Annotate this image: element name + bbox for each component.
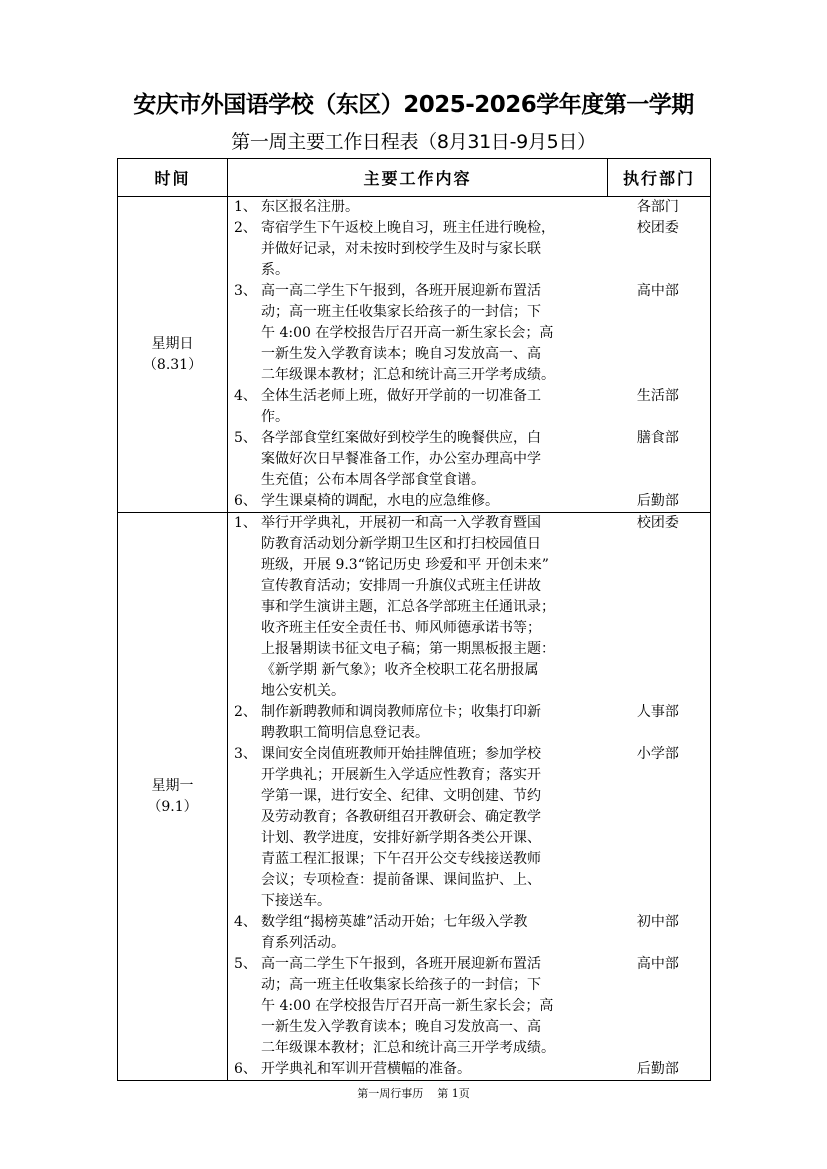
item-text-line: 计划、教学进度，安排好新学期各类公开课、 <box>261 830 541 846</box>
item-text-line: 宣传教育活动；安排周一升旗仪式班主任讲故 <box>261 578 541 594</box>
item-text-line: 生充值；公布本周各学部食堂食谱。 <box>261 472 485 488</box>
item-number: 5、 <box>234 430 257 446</box>
table-row <box>118 197 711 513</box>
item-text-line: 青蓝工程汇报课；下午召开公交专线接送教师 <box>261 851 541 867</box>
day-name: 星期日 <box>151 335 194 352</box>
item-department: 校团委 <box>636 515 679 531</box>
schedule-item <box>228 428 710 491</box>
item-text-line: 收齐班主任安全责任书、师风师德承诺书等； <box>261 620 541 636</box>
footer-text: 第一周行事历 <box>357 1087 424 1100</box>
item-text-line: 防教育活动划分新学期卫生区和打扫校园值日 <box>261 536 541 552</box>
item-department: 后勤部 <box>636 1061 679 1077</box>
document-title: 安庆市外国语学校（东区）2025-2026学年度第一学期 <box>133 92 694 118</box>
day-name: 星期一 <box>151 777 194 794</box>
schedule-item <box>228 954 710 1059</box>
document-subtitle: 第一周主要工作日程表（8月31日-9月5日） <box>231 131 596 153</box>
item-text-line: 制作新聘教师和调岗教师席位卡；收集打印新 <box>261 704 541 720</box>
schedule-item <box>228 491 710 512</box>
item-text-line: 系。 <box>261 262 289 278</box>
schedule-item <box>228 744 710 912</box>
table-header-row <box>118 159 711 197</box>
item-number: 1、 <box>234 515 257 531</box>
item-text-line: 动；高一班主任收集家长给孩子的一封信；下 <box>261 304 541 320</box>
content-cell <box>228 197 711 513</box>
column-header-content: 主要工作内容 <box>228 159 608 197</box>
column-header-dept: 执行部门 <box>608 159 711 197</box>
content-cell <box>228 513 711 1081</box>
item-text-line: 《新学期 新气象》；收齐全校职工花名册报属 <box>261 662 539 678</box>
item-text-line: 聘教职工简明信息登记表。 <box>261 725 429 741</box>
item-number: 6、 <box>234 493 257 509</box>
item-text-line: 午 4:00 在学校报告厅召开高一新生家长会；高 <box>261 325 554 341</box>
day-cell <box>118 197 228 513</box>
item-text-line: 举行开学典礼，开展初一和高一入学教育暨国 <box>261 515 541 531</box>
schedule-table <box>117 158 711 1081</box>
item-text-line: 动；高一班主任收集家长给孩子的一封信；下 <box>261 977 541 993</box>
schedule-item <box>228 702 710 744</box>
item-text-line: 案做好次日早餐准备工作，办公室办理高中学 <box>261 451 541 467</box>
item-department: 各部门 <box>636 199 679 215</box>
item-text-line: 课间安全岗值班教师开始挂牌值班；参加学校 <box>261 746 541 762</box>
item-text-line: 会议；专项检查：提前备课、课间监护、上、 <box>261 872 541 888</box>
schedule-item <box>228 281 710 386</box>
item-text-line: 二年级课本教材；汇总和统计高三开学考成绩。 <box>261 1040 555 1056</box>
item-number: 3、 <box>234 746 257 762</box>
item-text-line: 班级，开展 9.3“铭记历史 珍爱和平 开创未来” <box>261 557 549 573</box>
item-text-line: 学生课桌椅的调配，水电的应急维修。 <box>261 493 499 509</box>
item-department: 高中部 <box>636 956 679 972</box>
item-text-line: 东区报名注册。 <box>261 199 359 215</box>
day-date: （9.1） <box>147 798 198 815</box>
item-text-line: 开学典礼和军训开营横幅的准备。 <box>261 1061 471 1077</box>
schedule-item <box>228 197 710 218</box>
item-department: 后勤部 <box>636 493 679 509</box>
item-text-line: 下接送车。 <box>261 893 331 909</box>
item-department: 小学部 <box>636 746 679 762</box>
item-department: 生活部 <box>636 388 679 404</box>
item-text-line: 作。 <box>261 409 289 425</box>
item-text-line: 学第一课，进行安全、纪律、文明创建、节约 <box>261 788 541 804</box>
item-department: 人事部 <box>636 704 679 720</box>
table-row <box>118 513 711 1081</box>
item-text-line: 一新生发入学教育读本；晚自习发放高一、高 <box>261 346 541 362</box>
schedule-item <box>228 912 710 954</box>
item-text-line: 二年级课本教材；汇总和统计高三开学考成绩。 <box>261 367 555 383</box>
page-footer <box>0 1085 827 1101</box>
item-number: 2、 <box>234 704 257 720</box>
item-text-line: 及劳动教育；各教研组召开教研会、确定教学 <box>261 809 541 825</box>
item-text-line: 寄宿学生下午返校上晚自习，班主任进行晚检， <box>261 220 555 236</box>
item-text-line: 育系列活动。 <box>261 935 345 951</box>
footer-page-number: 第 1页 <box>437 1087 470 1100</box>
item-number: 2、 <box>234 220 257 236</box>
item-text-line: 数学组“揭榜英雄”活动开始；七年级入学教 <box>261 914 528 930</box>
item-text-line: 一新生发入学教育读本；晚自习发放高一、高 <box>261 1019 541 1035</box>
item-text-line: 午 4:00 在学校报告厅召开高一新生家长会；高 <box>261 998 554 1014</box>
column-header-time: 时间 <box>118 159 228 197</box>
item-number: 4、 <box>234 914 257 930</box>
item-number: 3、 <box>234 283 257 299</box>
item-department: 初中部 <box>636 914 679 930</box>
item-number: 1、 <box>234 199 257 215</box>
item-number: 5、 <box>234 956 257 972</box>
schedule-item <box>228 1059 710 1080</box>
item-text-line: 全体生活老师上班，做好开学前的一切准备工 <box>261 388 541 404</box>
day-cell <box>118 513 228 1081</box>
day-date: （8.31） <box>142 356 203 373</box>
schedule-item <box>228 513 710 702</box>
item-text-line: 地公安机关。 <box>261 683 345 699</box>
item-text-line: 事和学生演讲主题，汇总各学部班主任通讯录； <box>261 599 555 615</box>
item-text-line: 上报暑期读书征文电子稿；第一期黑板报主题： <box>261 641 555 657</box>
schedule-item <box>228 218 710 281</box>
item-number: 6、 <box>234 1061 257 1077</box>
item-number: 4、 <box>234 388 257 404</box>
item-text-line: 并做好记录，对未按时到校学生及时与家长联 <box>261 241 541 257</box>
item-department: 高中部 <box>636 283 679 299</box>
item-department: 膳食部 <box>636 430 679 446</box>
item-department: 校团委 <box>636 220 679 236</box>
item-text-line: 开学典礼；开展新生入学适应性教育；落实开 <box>261 767 541 783</box>
item-text-line: 高一高二学生下午报到，各班开展迎新布置活 <box>261 956 541 972</box>
item-text-line: 高一高二学生下午报到，各班开展迎新布置活 <box>261 283 541 299</box>
schedule-item <box>228 386 710 428</box>
item-text-line: 各学部食堂红案做好到校学生的晚餐供应，白 <box>261 430 541 446</box>
